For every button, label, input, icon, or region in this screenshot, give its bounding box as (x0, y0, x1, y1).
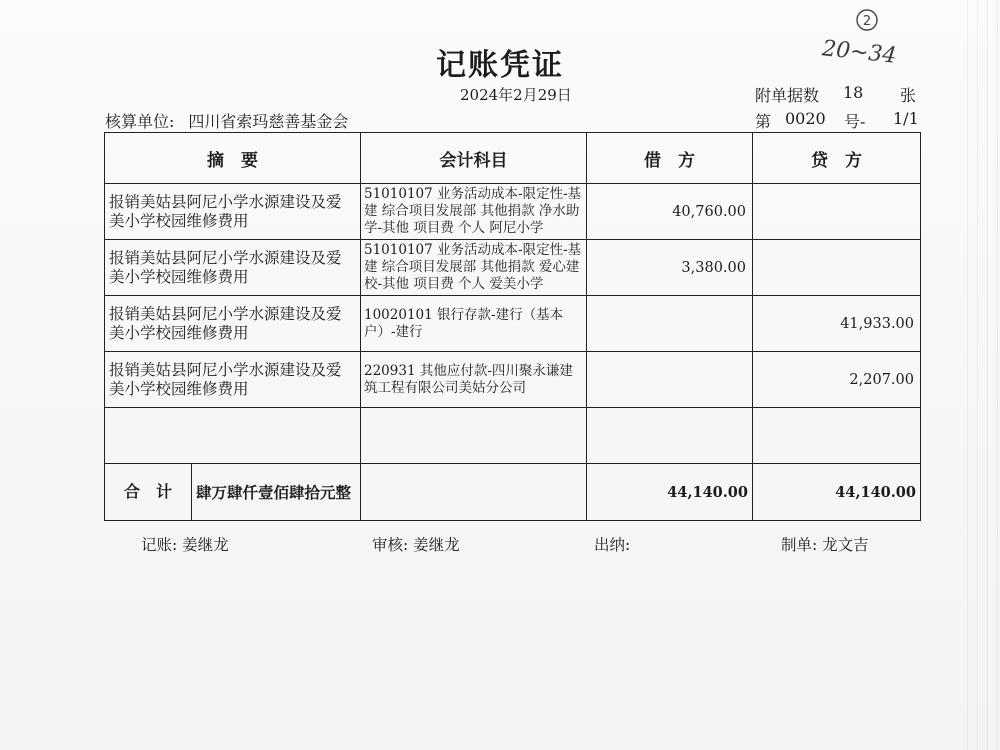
attachment-count (755, 83, 917, 106)
reviewer-signature (372, 533, 460, 555)
row-summary: 报销美姑县阿尼小学水源建设及爱美小学校园维修费用 (105, 184, 361, 240)
table-row (105, 408, 921, 464)
preparer-name: 龙文吉 (822, 536, 869, 554)
preparer-signature (781, 533, 869, 555)
table-row (105, 352, 921, 408)
voucher-number-value: 0020 (785, 109, 826, 128)
handwritten-circled-number (853, 6, 881, 34)
row-credit (753, 408, 921, 464)
table-row (105, 296, 921, 352)
bookkeeper-signature (141, 533, 229, 555)
voucher-number-label: 第 (755, 112, 772, 131)
accounting-unit-label: 核算单位: (105, 112, 175, 131)
svg-text:2: 2 (862, 14, 872, 29)
row-summary: 报销美姑县阿尼小学水源建设及爱美小学校园维修费用 (105, 240, 361, 296)
total-credit: 44,140.00 (753, 464, 921, 521)
cashier-label: 出纳: (594, 536, 631, 554)
cashier-signature (594, 533, 630, 555)
total-row (105, 464, 921, 521)
accounting-unit (105, 109, 348, 132)
header-debit: 借 方 (587, 133, 753, 184)
ledger-table (104, 132, 921, 521)
reviewer-label: 审核: (372, 536, 409, 554)
page-edge (958, 0, 1000, 750)
voucher-page: 1/1 (893, 109, 919, 128)
row-debit: 3,380.00 (587, 240, 753, 296)
total-account-blank (361, 464, 587, 521)
row-account: 51010107 业务活动成本-限定性-基建 综合项目发展部 其他捐款 爱心建校-其他 项目费 个人 爱美小学 (361, 240, 587, 296)
voucher-number-suffix: 号- (844, 112, 866, 131)
attachment-unit: 张 (900, 86, 917, 105)
table-row (105, 184, 921, 240)
row-debit (587, 352, 753, 408)
table-row (105, 240, 921, 296)
row-account: 10020101 银行存款-建行（基本户）-建行 (361, 296, 587, 352)
attachment-label: 附单据数 (755, 86, 820, 105)
row-credit (753, 184, 921, 240)
bookkeeper-name: 姜继龙 (182, 536, 229, 554)
bookkeeper-label: 记账: (141, 536, 178, 554)
row-summary: 报销美姑县阿尼小学水源建设及爱美小学校园维修费用 (105, 296, 361, 352)
row-credit (753, 240, 921, 296)
total-amount-words: 肆万肆仟壹佰肆拾元整 (196, 483, 352, 502)
voucher-date: 2024年2月29日 (460, 86, 572, 104)
row-account: 220931 其他应付款-四川聚永谦建筑工程有限公司美姑分公司 (361, 352, 587, 408)
row-debit (587, 296, 753, 352)
accounting-unit-name: 四川省索玛慈善基金会 (188, 112, 349, 131)
header-credit: 贷 方 (753, 133, 921, 184)
total-cell (105, 464, 361, 521)
row-summary: 报销美姑县阿尼小学水源建设及爱美小学校园维修费用 (105, 352, 361, 408)
row-credit: 2,207.00 (753, 352, 921, 408)
row-credit: 41,933.00 (753, 296, 921, 352)
handwritten-note: 20~34 (820, 36, 898, 69)
voucher-number (755, 109, 919, 132)
row-account: 51010107 业务活动成本-限定性-基建 综合项目发展部 其他捐款 净水助学-其他 项目费 个人 阿尼小学 (361, 184, 587, 240)
header-account: 会计科目 (361, 133, 587, 184)
attachment-number: 18 (843, 83, 864, 102)
reviewer-name: 姜继龙 (413, 536, 460, 554)
ledger-header-row (105, 133, 921, 184)
row-debit: 40,760.00 (587, 184, 753, 240)
voucher-title: 记账凭证 (436, 48, 564, 83)
header-summary: 摘 要 (105, 133, 361, 184)
row-account (361, 408, 587, 464)
row-debit (587, 408, 753, 464)
total-debit: 44,140.00 (587, 464, 753, 521)
row-summary (105, 408, 361, 464)
preparer-label: 制单: (781, 536, 818, 554)
total-label: 合 计 (105, 464, 192, 520)
